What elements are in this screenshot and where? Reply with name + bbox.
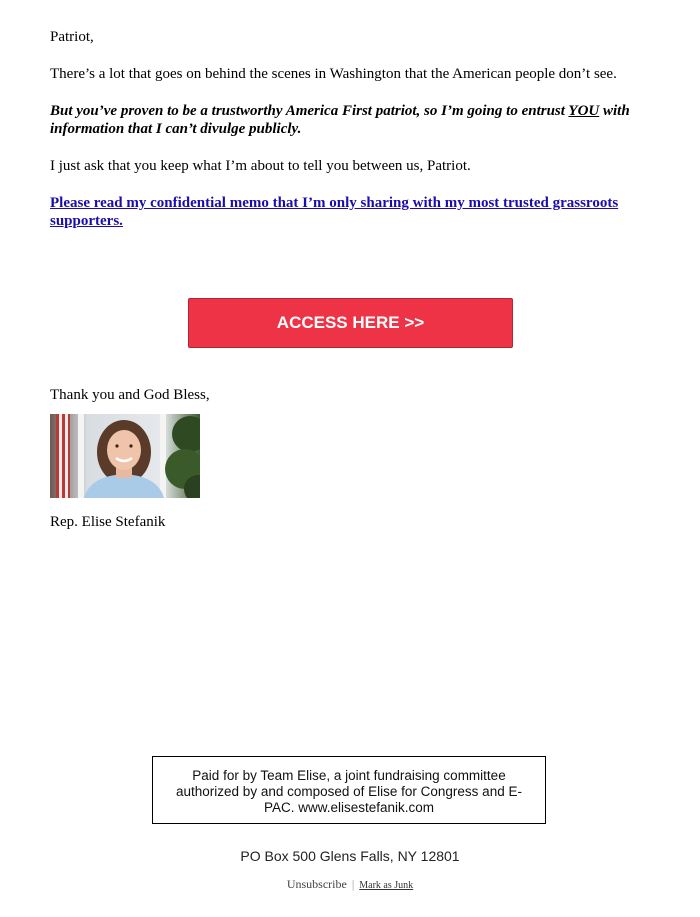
- access-here-button[interactable]: ACCESS HERE >>: [188, 298, 513, 348]
- signoff: Thank you and God Bless,: [50, 387, 210, 403]
- greeting: Patriot,: [50, 29, 94, 45]
- trust-paragraph: [50, 102, 650, 138]
- footer-links: [0, 877, 700, 892]
- footer-separator: |: [351, 877, 355, 891]
- memo-link[interactable]: Please read my confidential memo that I’m only sharing with my most trusted grassroots supporters.: [50, 195, 619, 229]
- trust-text-after: with information that I can’t divulge publicly.: [50, 103, 630, 137]
- trust-emphasis: YOU: [568, 103, 600, 119]
- secrecy-paragraph: I just ask that you keep what I’m about to tell you between us, Patriot.: [50, 158, 471, 174]
- signature-name: Rep. Elise Stefanik: [50, 514, 166, 530]
- trust-text-before: But you’ve proven to be a trustworthy America First patriot, so I’m going to entrust: [50, 103, 569, 119]
- mailing-address: PO Box 500 Glens Falls, NY 12801: [240, 848, 460, 864]
- unsubscribe-link[interactable]: Unsubscribe: [286, 877, 347, 891]
- email-body: [50, 28, 650, 249]
- portrait-photo: [50, 414, 200, 498]
- mark-as-junk-link[interactable]: Mark as Junk: [359, 880, 414, 891]
- paid-for-disclaimer: Paid for by Team Elise, a joint fundraising committee authorized by and composed of Elise for Congress and E-PAC. www.elisestefanik.com: [152, 756, 546, 824]
- intro-paragraph: There’s a lot that goes on behind the scenes in Washington that the American people don’t see.: [50, 66, 617, 82]
